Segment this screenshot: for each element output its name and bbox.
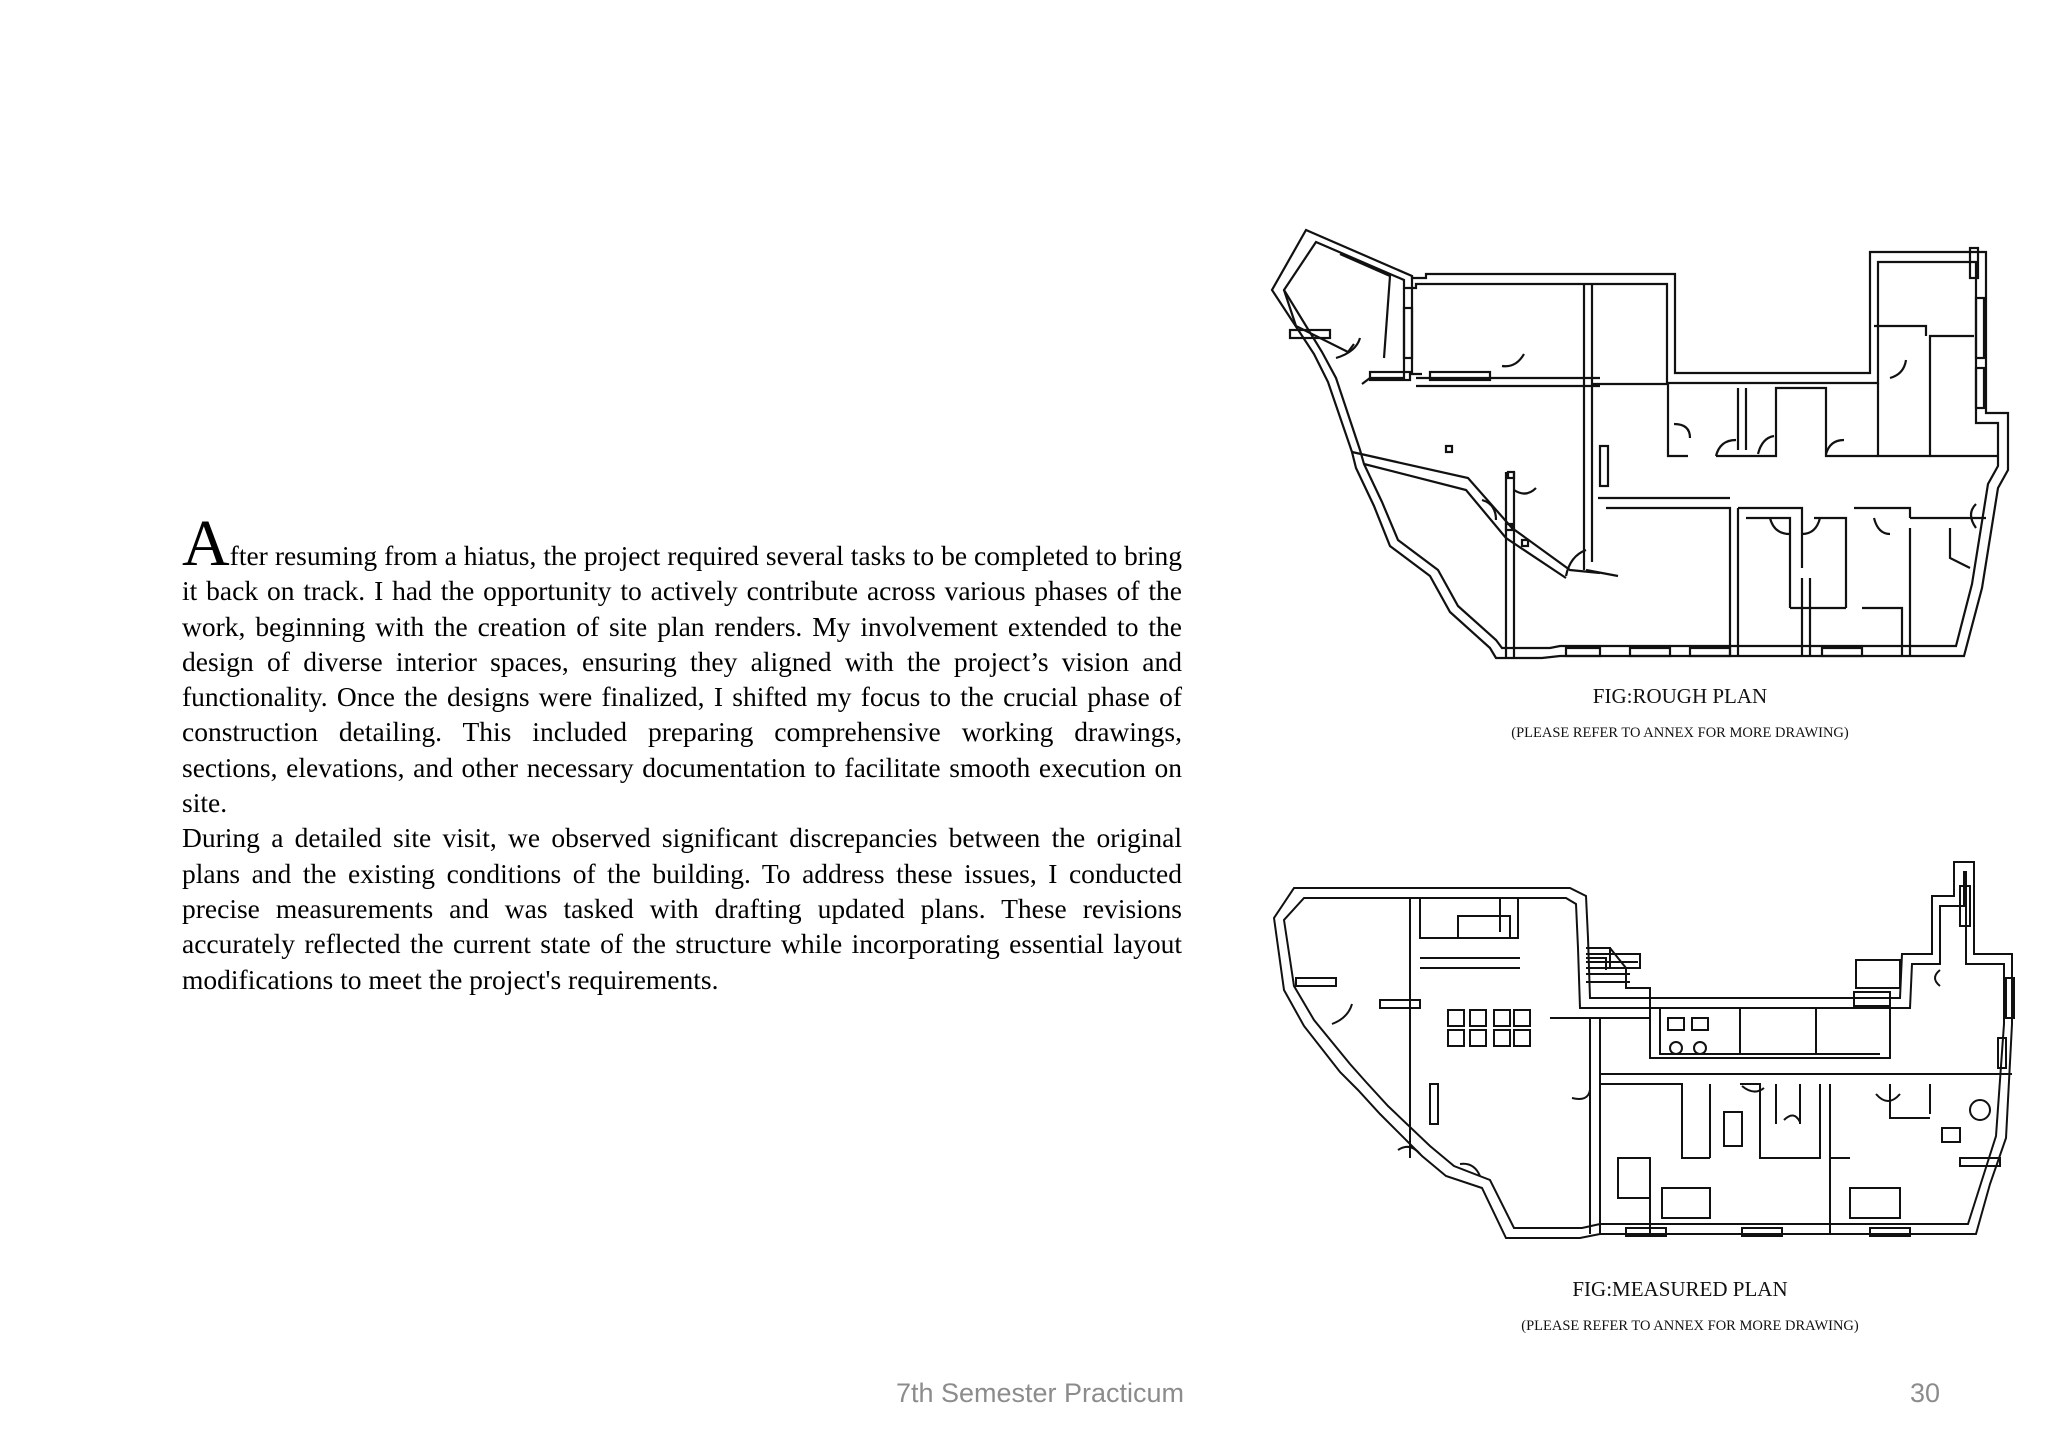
measured-plan-drawing [1270,858,2030,1258]
measured-plan-note: (PLEASE REFER TO ANNEX FOR MORE DRAWING) [1521,1318,1859,1334]
rough-plan-caption: FIG:ROUGH PLAN [1592,684,1768,708]
page-number: 30 [1909,1378,1940,1408]
paragraph-1-text: fter resuming from a hiatus, the project required several tasks to be completed to bring it back on track. I had the opportunity to actively contribute across various phases of the work, beginning with the creation of site plan renders. My involvement extended to the design of diverse interior spaces, ensuring they aligned with the project’s vision and functionality. Once the designs were finalized, I shifted my focus to the crucial phase of construction detailing. This included preparing comprehensive working drawings, sections, elevations, and other necessary documentation to facilitate smooth execution on site. [182,540,1182,819]
drop-cap: A [182,507,230,580]
rough-plan-svg [1270,228,2030,668]
paragraph-2: During a detailed site visit, we observed significant discrepancies between the original plans and the existing conditions of the building. To address these issues, I conducted precise measurements and was tasked with drafting updated plans. These revisions accurately reflected the current state of the structure while incorporating essential layout modifications to meet the project's requirements. [182,822,1182,995]
rough-plan-note: (PLEASE REFER TO ANNEX FOR MORE DRAWING) [1511,725,1849,741]
body-text [182,507,1182,997]
measured-plan-svg [1270,858,2030,1258]
footer-label: 7th Semester Practicum [895,1378,1185,1408]
rough-plan-drawing [1270,228,2030,668]
measured-plan-caption: FIG:MEASURED PLAN [1572,1277,1788,1301]
paragraph-1 [182,507,1182,820]
